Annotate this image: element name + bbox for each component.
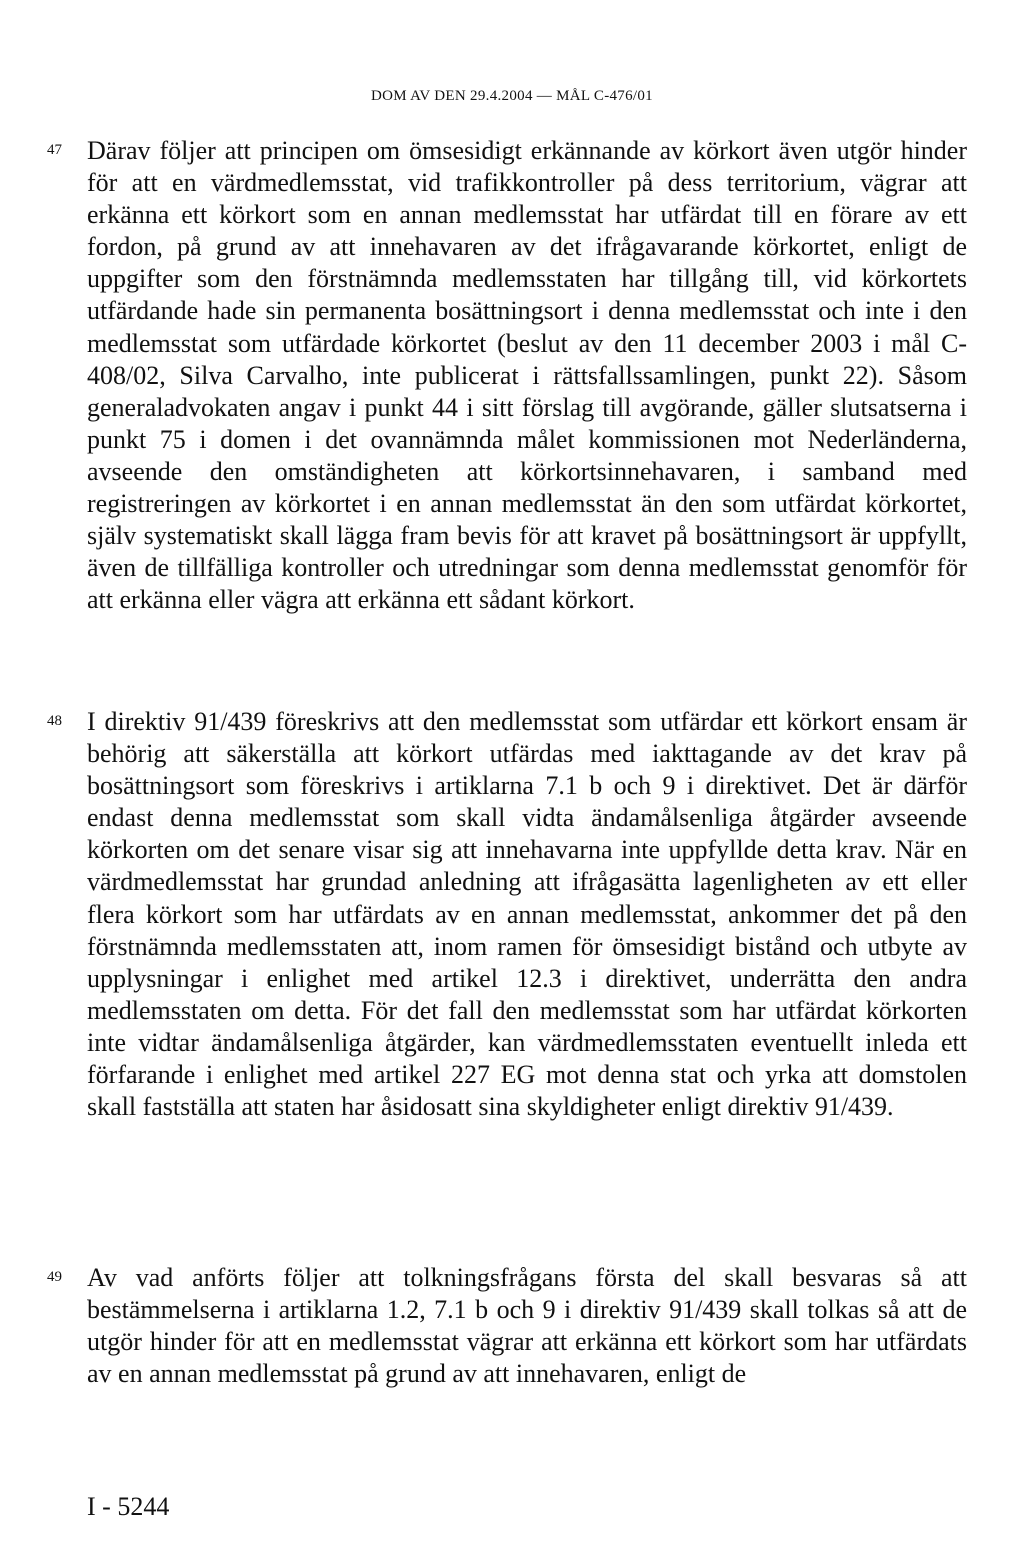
paragraph-text: Av vad anförts följer att tolkningsfrågans första del skall besvaras så att bestämmelserna i artiklarna 1.2, 7.1 b och 9 i direktiv 91/439 skall tolkas så att de utgör hinder för att en medlemsstat vägrar att erkänna ett körkort som har utfärdats av en annan medlemsstat på grund av att innehavaren, enligt de — [87, 1263, 967, 1389]
paragraph-number: 47 — [47, 142, 62, 158]
paragraph-text: Därav följer att principen om ömsesidigt erkännande av körkort även utgör hinder för att en värdmedlemsstat, vid trafikkontroller på dess territorium, vägrar att erkänna ett körkort som en annan medlemsstat har utfärdat till en förare av ett fordon, på grund av att innehavaren av det ifrågavarande körkortet, enligt de uppgifter som den förstnämnda medlemsstaten har tillgång till, vid körkortets utfärdande hade sin permanenta bosättningsort i denna medlemsstat och inte i den medlemsstat som utfärdade körkortet (beslut av den 11 december 2003 i mål C-408/02, Silva Carvalho, inte publicerat i rättsfallssamlingen, punkt 22). Såsom generaladvokaten angav i punkt 44 i sitt förslag till avgörande, gäller slutsatserna i punkt 75 i domen i det ovannämnda målet kommissionen mot Nederländerna, avseende den omständigheten att körkortsinnehavaren, i samband med registreringen av körkortet i en annan medlemsstat än den som utfärdat körkortet, själv systematiskt skall lägga fram bevis för att kravet på bosättningsort är uppfyllt, även de tillfälliga kontroller och utredningar som denna medlemsstat genomför för att erkänna eller vägra att erkänna ett sådant körkort. — [87, 136, 967, 615]
running-head: DOM AV DEN 29.4.2004 — MÅL C-476/01 — [371, 88, 653, 104]
paragraph-48 — [47, 706, 967, 1123]
paragraph-49 — [47, 1262, 967, 1390]
page-number: I - 5244 — [87, 1492, 170, 1521]
paragraph-text: I direktiv 91/439 föreskrivs att den medlemsstat som utfärdar ett körkort ensam är behörig att säkerställa att körkort utfärdas med iakttagande av det krav på bosättningsort som föreskrivs i artiklarna 7.1 b och 9 i direktivet. Det är därför endast denna medlemsstat som skall vidta ändamålsenliga åtgärder avseende körkorten om det senare visar sig att innehavarna inte uppfyllde detta krav. När en värdmedlemsstat har grundad anledning att ifrågasätta lagenligheten av ett eller flera körkort som har utfärdats av en annan medlemsstat, ankommer det på den förstnämnda medlemsstaten att, inom ramen för ömsesidigt bistånd och utbyte av upplysningar i enlighet med artikel 12.3 i direktivet, underrätta den andra medlemsstaten om detta. För det fall den medlemsstat som har utfärdat körkorten inte vidtar ändamålsenliga åtgärder, kan värdmedlemsstaten eventuellt inleda ett förfarande i enlighet med artikel 227 EG mot denna stat och yrka att domstolen skall fastställa att staten har åsidosatt sina skyldigheter enligt direktiv 91/439. — [87, 707, 967, 1122]
paragraph-number: 48 — [47, 713, 62, 729]
paragraph-47 — [47, 135, 967, 616]
paragraph-number: 49 — [47, 1269, 62, 1285]
